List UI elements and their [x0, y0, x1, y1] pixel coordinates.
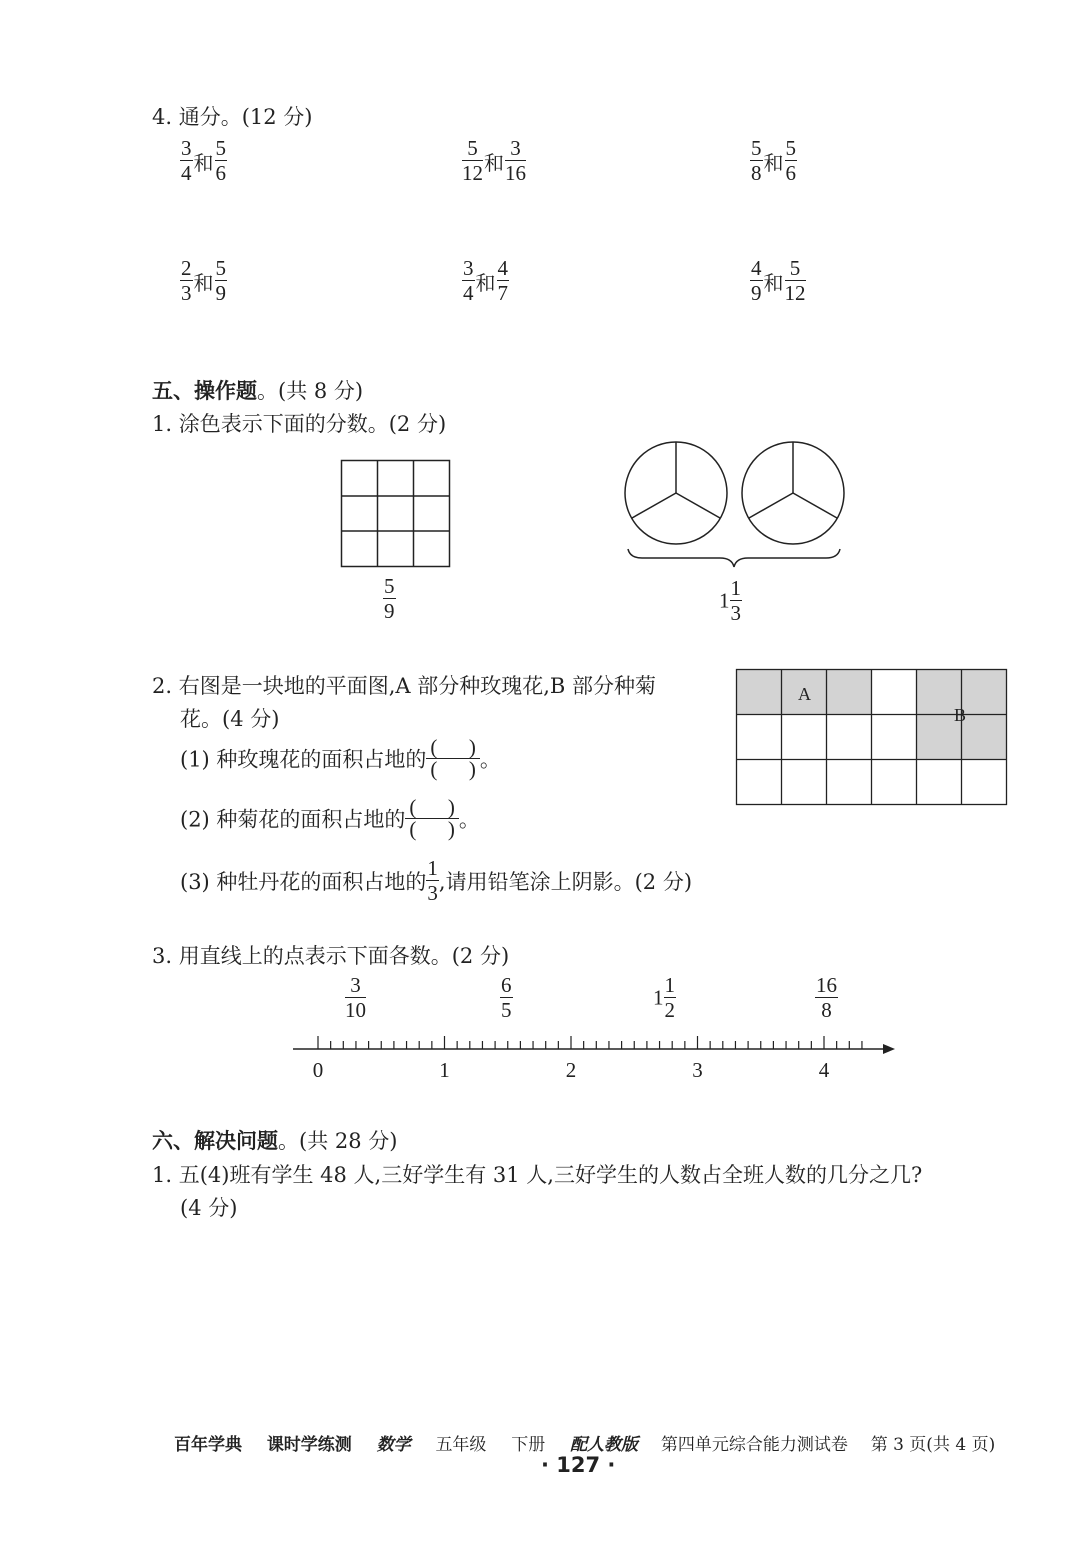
number-line[interactable]: [285, 1030, 900, 1085]
s6-q1-line2: (4 分): [180, 1196, 238, 1220]
footer-brand: 百年学典: [174, 1435, 242, 1455]
axis-tick-label: 3: [692, 1058, 703, 1082]
footer-edition: 配人教版: [570, 1435, 639, 1455]
q4-item-4: $\frac{2}{3}$ 和 $\frac{5}{9}$: [181, 256, 226, 305]
axis-tick-label: 2: [565, 1058, 577, 1082]
label-a: A: [798, 684, 811, 704]
axis-tick-label: 1: [439, 1058, 450, 1082]
q3-frac-2: $\frac{6}{5}$: [501, 973, 512, 1022]
fraction: $\frac{4}{9}$: [751, 256, 762, 305]
q3-frac-3: 1 $\frac{1}{2}$: [653, 973, 675, 1022]
fraction: $\frac{3}{4}$: [463, 256, 474, 305]
label-b: B: [954, 705, 967, 725]
s6-q1-line1: 1. 五(4)班有学生 48 人,三好学生有 31 人,三好学生的人数占全班人数的几分之几?: [152, 1163, 923, 1187]
q4-item-2: $\frac{5}{12}$ 和 $\frac{3}{16}$: [462, 136, 526, 185]
fraction: $\frac{2}{3}$: [181, 256, 192, 305]
footer: [174, 1430, 995, 1455]
fraction: $\frac{5}{12}$: [784, 256, 806, 305]
axis-arrow: [883, 1044, 895, 1054]
fraction: $\frac{5}{9}$: [215, 256, 226, 305]
q4-item-5: $\frac{3}{4}$ 和 $\frac{4}{7}$: [463, 256, 508, 305]
q3-frac-4: $\frac{16}{8}$: [816, 973, 837, 1022]
fraction: $\frac{4}{7}$: [497, 256, 508, 305]
footer-page-info: 第 3 页(共 4 页): [870, 1435, 996, 1455]
plan-grid[interactable]: [735, 668, 1008, 806]
s5-q2-sub1: (1) 种玫瑰花的面积占地的 $\frac{( )}{( )}$ 。: [180, 735, 501, 781]
q4-item-1: $\frac{3}{4}$ 和 $\frac{5}{6}$: [181, 136, 226, 185]
s5-q2-line2: 花。(4 分): [180, 707, 280, 731]
s5-q2-line1: 2. 右图是一块地的平面图,A 部分种玫瑰花,B 部分种菊: [152, 674, 657, 698]
q4-item-3: $\frac{5}{8}$ 和 $\frac{5}{6}$: [751, 136, 796, 185]
footer-volume: 下册: [511, 1435, 546, 1455]
section6-title: 六、解决问题。(共 28 分): [152, 1129, 398, 1153]
axis-tick-label: 4: [818, 1058, 830, 1082]
q4-title: 4. 通分。(12 分): [152, 105, 313, 129]
q3-frac-1: $\frac{3}{10}$: [345, 973, 366, 1022]
brace: [628, 549, 840, 567]
fraction: $\frac{5}{12}$: [462, 136, 483, 185]
page-number: · 127 ·: [541, 1453, 616, 1477]
s5-q2-sub2: (2) 种菊花的面积占地的 $\frac{( )}{( )}$ 。: [180, 795, 480, 841]
fraction: $\frac{3}{16}$: [505, 136, 526, 185]
s5-q2-sub3: (3) 种牡丹花的面积占地的 $\frac{1}{3}$ ,请用铅笔涂上阴影。(2 分): [180, 856, 693, 905]
fraction: $\frac{5}{6}$: [215, 136, 226, 185]
fraction: $\frac{5}{8}$: [751, 136, 762, 185]
q4-item-6: $\frac{4}{9}$ 和 $\frac{5}{12}$: [751, 256, 806, 305]
footer-grade: 五年级: [435, 1435, 487, 1455]
s5-q1-title: 1. 涂色表示下面的分数。(2 分): [152, 412, 447, 436]
circles-diagram: [620, 436, 850, 571]
footer-subject: 数学: [376, 1435, 411, 1455]
footer-test: 第四单元综合能力测试卷: [660, 1435, 848, 1455]
section5-title: 五、操作题。(共 8 分): [152, 379, 364, 403]
axis-tick-label: 0: [312, 1058, 324, 1082]
grid-fraction: $\frac{5}{9}$: [384, 574, 395, 623]
s5-q3-title: 3. 用直线上的点表示下面各数。(2 分): [152, 944, 510, 968]
answer-blank-fraction[interactable]: $\frac{( )}{( )}$: [426, 737, 480, 780]
circles-fraction: 1 $\frac{1}{3}$: [719, 576, 741, 625]
answer-blank-fraction[interactable]: $\frac{( )}{( )}$: [405, 797, 459, 840]
grid-3x3: [340, 459, 452, 569]
footer-series: 课时学练测: [266, 1435, 352, 1455]
fraction: $\frac{3}{4}$: [181, 136, 192, 185]
fraction: $\frac{5}{6}$: [785, 136, 796, 185]
